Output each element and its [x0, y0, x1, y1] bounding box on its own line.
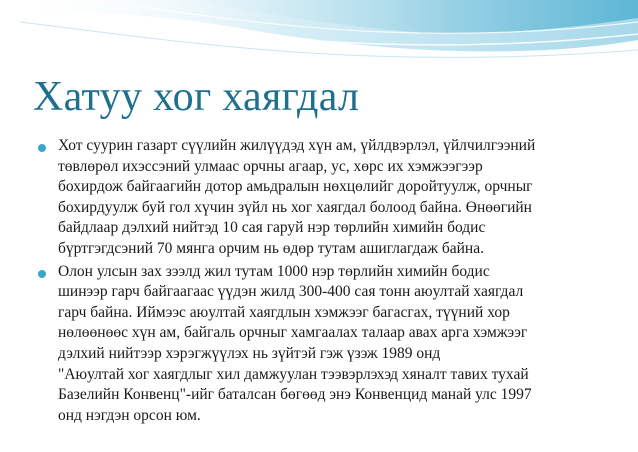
- bullet-text-line: байдлаар дэлхий нийтэд 10 сая гаруй нэр төрлийн химийн бодис: [58, 219, 486, 237]
- bullet-text-line: бохирдуулж буй гол хүчин зүйл нь хог хаягдал болоод байна. Өнөөгийн: [58, 198, 532, 216]
- bullet-text-line: нөлөөнөөс хүн ам, байгаль орчныг хамгаалах талаар авах арга хэмжээг: [58, 324, 528, 342]
- bullet-text-line: онд нэгдэн орсон юм.: [58, 406, 201, 424]
- bullet-text-line: Базелийн Конвенц"-ийг баталсан бөгөөд энэ Конвенцид манай улс 1997: [58, 386, 532, 404]
- bullet-item-1: [38, 136, 618, 260]
- bullet-text-line: шинээр гарч байгаагаас үүдэн жилд 300-400 сая тонн аюултай хаягдал: [58, 283, 524, 301]
- bullet-text-line: дэлхий нийтээр хэрэгжүүлэх нь зүйтэй гэж үзэж 1989 онд: [58, 344, 441, 362]
- bullet-text-line: төвлөрөл ихэссэний улмаас орчны агаар, ус, хөрс их хэмжээгээр: [58, 157, 483, 175]
- bullet-list: [38, 136, 618, 428]
- bullet-text-line: гарч байна. Иймээс аюултай хаягдлын хэмжээг багасгах, түүний хор: [58, 303, 510, 321]
- bullet-text-line: бохирдож байгаагийн дотор амьдралын нөхцөлийг доройтуулж, орчныг: [58, 178, 533, 196]
- bullet-text-line: бүртгэгдсэний 70 мянга орчим нь өдөр тутам ашиглагдаж байна.: [58, 239, 484, 257]
- bullet-dot-icon: [38, 270, 46, 278]
- bullet-text-line: "Аюултай хог хаягдлыг хил дамжуулан тээвэрлэхэд хяналт тавих тухай: [58, 365, 529, 383]
- decorative-waves: [0, 0, 638, 80]
- bullet-text-line: Хот суурин газарт сүүлийн жилүүдэд хүн ам, үйлдвэрлэл, үйлчилгээний: [58, 137, 536, 154]
- bullet-dot-icon: [38, 144, 46, 152]
- slide-title: Хатуу хог хаягдал: [33, 74, 360, 120]
- bullet-text-line: Олон улсын зах зээлд жил тутам 1000 нэр төрлийн химийн бодис: [58, 262, 490, 280]
- bullet-item-2: [38, 262, 618, 427]
